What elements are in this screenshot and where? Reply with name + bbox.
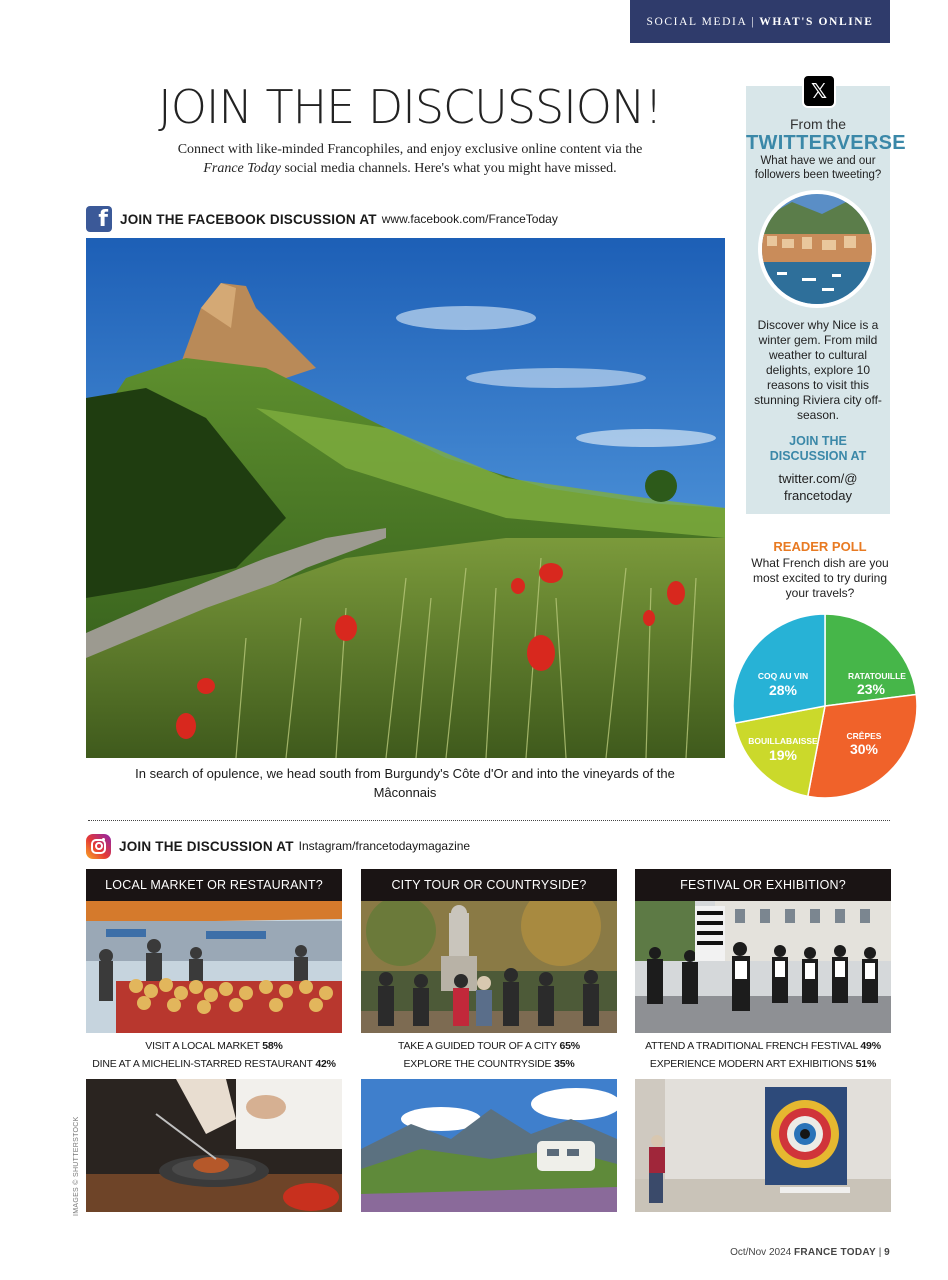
- guided-tour-photo: [361, 901, 617, 1033]
- poll-percent: 58%: [262, 1040, 283, 1052]
- footer-publication: FRANCE TODAY: [794, 1247, 876, 1258]
- festival-parade-photo: [635, 901, 891, 1033]
- twitter-from: From the: [789, 116, 846, 132]
- image-credit: [71, 1116, 85, 1220]
- twitter-body: Discover why Nice is a winter gem. From mild weather to cultural delights, explore 10 reasons to visit this stunning Riviera city off-season.: [754, 318, 882, 422]
- nice-harbour-photo: [758, 190, 876, 308]
- twitter-question: What have we and our followers been tweeting?: [754, 155, 882, 181]
- footer-page-number: 9: [884, 1247, 890, 1258]
- poll-option: ATTEND A TRADITIONAL FRENCH FESTIVAL: [645, 1040, 858, 1052]
- pie-value-bouillabaisse: 19%: [768, 747, 798, 763]
- reader-poll-question: What French dish are you most excited to try during your travels?: [751, 556, 889, 600]
- subsection-label: WHAT'S ONLINE: [759, 15, 874, 28]
- poll-results: [86, 1037, 342, 1073]
- intro-line1: Connect with like-minded Francophiles, and enjoy exclusive online content via the: [177, 142, 643, 157]
- pie-label-coq-au-vin: COQ AU VIN: [757, 671, 809, 681]
- poll-option: TAKE A GUIDED TOUR OF A CITY: [398, 1040, 557, 1052]
- instagram-lead: JOIN THE DISCUSSION AT: [119, 838, 294, 854]
- section-divider: [88, 820, 890, 821]
- poll-percent: 65%: [559, 1040, 580, 1052]
- poll-option: VISIT A LOCAL MARKET: [145, 1040, 260, 1052]
- countryside-photo: [361, 1079, 617, 1212]
- poll-results: [361, 1037, 617, 1073]
- intro-publication: France Today: [203, 161, 281, 176]
- instagram-url[interactable]: Instagram/francetodaymagazine: [298, 839, 471, 853]
- pie-label-crepes: CRÊPES: [846, 731, 882, 741]
- twitter-handle[interactable]: twitter.com/@ francetoday: [778, 471, 858, 503]
- pie-value-coq-au-vin: 28%: [768, 682, 798, 698]
- poll-column-festival: [635, 869, 891, 1212]
- poll-results: [635, 1037, 891, 1073]
- reader-poll-pie-chart: [731, 612, 919, 800]
- intro-line2: social media channels. Here's what you might have missed.: [280, 161, 617, 176]
- poll-option: EXPERIENCE MODERN ART EXHIBITIONS: [649, 1058, 853, 1070]
- footer-issue: Oct/Nov 2024: [730, 1247, 792, 1258]
- header-separator: |: [751, 15, 756, 28]
- poll-option: EXPLORE THE COUNTRYSIDE: [403, 1058, 552, 1070]
- facebook-url[interactable]: www.facebook.com/FranceToday: [381, 212, 558, 226]
- section-label: SOCIAL MEDIA: [646, 15, 748, 28]
- twitter-name: TWITTERVERSE: [746, 132, 906, 154]
- poll-column-tour: [361, 869, 617, 1212]
- facebook-icon[interactable]: f: [86, 206, 112, 232]
- poll-option: DINE AT A MICHELIN-STARRED RESTAURANT: [92, 1058, 313, 1070]
- poll-percent: 35%: [554, 1058, 575, 1070]
- facebook-row: [86, 205, 558, 233]
- page-footer: [730, 1247, 890, 1258]
- poll-percent: 49%: [860, 1040, 881, 1052]
- vineyard-photo: [86, 238, 725, 758]
- market-photo: [86, 901, 342, 1033]
- poll-percent: 42%: [315, 1058, 336, 1070]
- instagram-icon[interactable]: [86, 834, 111, 859]
- footer-separator: |: [878, 1247, 882, 1258]
- instagram-row: [86, 832, 470, 860]
- pie-slice-coq-au-vin: [733, 614, 825, 723]
- intro-text: [110, 140, 710, 178]
- reader-poll-title: READER POLL: [773, 539, 867, 554]
- x-logo-icon[interactable]: 𝕏: [802, 74, 836, 108]
- twitter-panel: [746, 86, 906, 514]
- section-header: [630, 0, 890, 43]
- chef-plating-photo: [86, 1079, 342, 1212]
- poll-heading: CITY TOUR OR COUNTRYSIDE?: [361, 869, 617, 901]
- pie-label-ratatouille: RATATOUILLE: [848, 671, 906, 681]
- photo-caption: In search of opulence, we head south from Burgundy's Côte d'Or and into the vineyards of the Mâconnais: [135, 766, 675, 800]
- facebook-lead: JOIN THE FACEBOOK DISCUSSION AT: [120, 211, 377, 227]
- pie-value-crepes: 30%: [849, 741, 879, 757]
- twitter-join: JOIN THE DISCUSSION AT: [769, 434, 867, 463]
- poll-percent: 51%: [855, 1058, 877, 1070]
- poll-heading: LOCAL MARKET OR RESTAURANT?: [86, 869, 342, 901]
- poll-heading: FESTIVAL OR EXHIBITION?: [635, 869, 891, 901]
- poll-column-market: [86, 869, 342, 1212]
- art-exhibition-photo: [635, 1079, 891, 1212]
- image-credit-text: IMAGES © SHUTTERSTOCK: [73, 1116, 80, 1216]
- page-title: JOIN THE DISCUSSION!: [158, 80, 662, 134]
- pie-value-ratatouille: 23%: [856, 681, 886, 697]
- pie-label-bouillabaisse: BOUILLABAISSE: [748, 736, 818, 746]
